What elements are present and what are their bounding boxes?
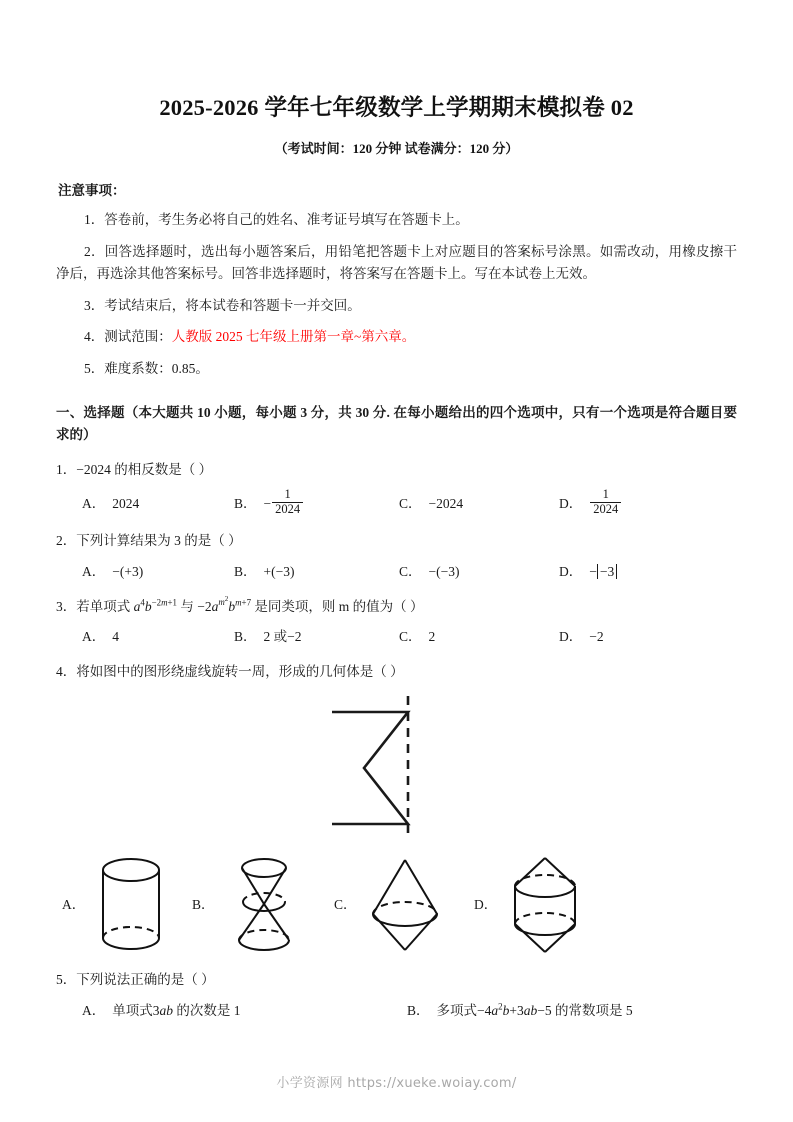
fraction-numerator: 1 xyxy=(602,487,609,502)
option-label: A． xyxy=(82,1003,106,1019)
option-text: 2024 xyxy=(112,495,140,511)
fraction-denominator: 2024 xyxy=(590,502,621,517)
question-4-stem xyxy=(56,661,737,683)
option-label: A． xyxy=(82,629,106,645)
question-2-option-a[interactable] xyxy=(82,561,234,583)
fraction-sign: − xyxy=(263,495,272,511)
question-3-tail: 是同类项，则 m 的值为（ ） xyxy=(251,598,424,614)
option-label: B． xyxy=(234,564,257,580)
question-3-option-a[interactable] xyxy=(82,626,234,648)
option-text: −2 xyxy=(589,629,604,645)
option-label: A． xyxy=(82,564,106,580)
question-3-mid: 与 xyxy=(176,598,198,614)
question-1-stem xyxy=(56,459,737,481)
question-3-number: 3． xyxy=(56,598,77,614)
question-4-figure xyxy=(56,694,737,844)
question-2-option-d[interactable] xyxy=(559,561,709,583)
question-3-option-b[interactable] xyxy=(234,626,399,648)
page-title: 2025-2026 学年七年级数学上学期期末模拟卷 02 xyxy=(159,95,634,120)
question-2 xyxy=(56,530,737,582)
question-5-option-b[interactable] xyxy=(407,1000,633,1022)
option-label: C． xyxy=(399,495,422,511)
question-4-option-a[interactable] xyxy=(62,852,192,956)
question-1-text: −2024 的相反数是（ ） xyxy=(76,461,213,477)
question-5-option-a[interactable] xyxy=(82,1000,407,1022)
question-4-option-d[interactable] xyxy=(474,852,614,956)
question-3-expr-1: $a^4b^{-2m+1}$ xyxy=(133,597,177,614)
exam-subtitle: （考试时间：120 分钟 试卷满分：120 分） xyxy=(274,141,519,156)
watermark: 小学资源网 https://xueke.woiay.com/ xyxy=(276,1076,517,1091)
question-4-options xyxy=(56,852,737,956)
option-label: B． xyxy=(407,1003,430,1019)
option-text: +(−3) xyxy=(263,564,295,580)
option-label: B． xyxy=(234,629,257,645)
question-3-option-d[interactable] xyxy=(559,626,709,648)
option-label: A． xyxy=(62,896,86,912)
cone-over-cone-diamond-icon xyxy=(361,852,449,956)
option-label: B． xyxy=(234,495,257,511)
section-heading-choice: 一、选择题（本大题共 10 小题，每小题 3 分，共 30 分. 在每小题给出的四个选项中，只有一个选项是符合题目要求的） xyxy=(56,405,737,443)
question-3-option-c[interactable] xyxy=(399,626,559,648)
option-text: 多项式$-4a^2b+3ab-5$ 的常数项是 5 xyxy=(436,1001,633,1019)
question-2-number: 2． xyxy=(56,533,77,549)
option-label: C． xyxy=(399,629,422,645)
fraction-numerator: 1 xyxy=(284,487,291,502)
question-4 xyxy=(56,661,737,957)
question-3 xyxy=(56,596,737,648)
notice-item-1: 1．答卷前，考生务必将自己的姓名、准考证号填写在答题卡上。 xyxy=(84,212,469,227)
notice-item-2: 2．回答选择题时，选出每小题答案后，用铅笔把答题卡上对应题目的答案标号涂黑。如需改动，用橡皮擦干净后，再选涂其他答案标号。回答非选择题时，将答案写在答题卡上。写在本试卷上无效。 xyxy=(56,243,737,281)
question-5-number: 5． xyxy=(56,972,77,988)
question-3-expr-2: $-2a^{m^2}b^{m+7}$ xyxy=(197,595,252,614)
option-text-abs: − −3 xyxy=(589,561,617,583)
question-1-option-a[interactable] xyxy=(82,489,234,517)
fraction xyxy=(272,488,303,516)
option-label: D． xyxy=(559,564,583,580)
question-5-stem xyxy=(56,969,737,991)
option-text: 2 或−2 xyxy=(263,629,302,645)
question-4-text: 将如图中的图形绕虚线旋转一周，形成的几何体是（ ） xyxy=(76,663,404,679)
question-1-number: 1． xyxy=(56,461,77,477)
question-1-option-b[interactable] xyxy=(234,489,399,517)
question-3-lead: 若单项式 xyxy=(76,598,134,614)
question-5 xyxy=(56,969,737,1021)
question-5-options xyxy=(56,1000,737,1022)
question-1-options xyxy=(56,489,737,517)
question-2-option-c[interactable] xyxy=(399,561,559,583)
option-label: C． xyxy=(334,896,357,912)
question-5-text: 下列说法正确的是（ ） xyxy=(76,972,215,988)
question-2-stem xyxy=(56,530,737,552)
question-4-number: 4． xyxy=(56,663,77,679)
option-label: C． xyxy=(399,564,422,580)
option-label: D． xyxy=(474,896,498,912)
fraction-denominator: 2024 xyxy=(272,502,303,517)
notice-item-4 xyxy=(56,326,737,348)
cylinder-icon xyxy=(89,852,173,956)
notice-heading: 注意事项： xyxy=(58,183,126,198)
option-label: A． xyxy=(82,495,106,511)
question-1-option-c[interactable] xyxy=(399,489,559,517)
question-4-option-b[interactable] xyxy=(192,852,334,956)
option-text: −(−3) xyxy=(428,564,460,580)
question-2-options xyxy=(56,561,737,583)
question-3-stem xyxy=(56,596,737,618)
option-label: B． xyxy=(192,896,215,912)
notice-item-3: 3．考试结束后，将本试卷和答题卡一并交回。 xyxy=(84,297,361,313)
double-cone-hourglass-icon xyxy=(219,852,309,956)
cylinder-with-cones-icon xyxy=(501,852,589,956)
option-text: −2024 xyxy=(428,495,464,511)
notice-item-5: 5．难度系数：0.85。 xyxy=(84,361,209,377)
notice-item-4-prefix: 4．测试范围： xyxy=(84,329,172,345)
question-2-text: 下列计算结果为 3 的是（ ） xyxy=(76,533,242,549)
option-text: 单项式3ab 的次数是 1 xyxy=(112,1003,241,1019)
notice-item-4-range: 人教版 2025 七年级上册第一章~第六章。 xyxy=(171,329,416,345)
question-2-option-b[interactable] xyxy=(234,561,399,583)
question-1-option-d[interactable] xyxy=(559,489,709,517)
option-text: 2 xyxy=(428,629,436,645)
question-1 xyxy=(56,459,737,518)
option-text: −(+3) xyxy=(112,564,144,580)
fraction xyxy=(590,488,621,516)
option-label: D． xyxy=(559,629,583,645)
bowtie-with-dashed-axis-icon xyxy=(312,694,482,844)
question-3-options xyxy=(56,626,737,648)
option-text: 4 xyxy=(112,629,119,645)
question-4-option-c[interactable] xyxy=(334,852,474,956)
option-label: D． xyxy=(559,495,583,511)
